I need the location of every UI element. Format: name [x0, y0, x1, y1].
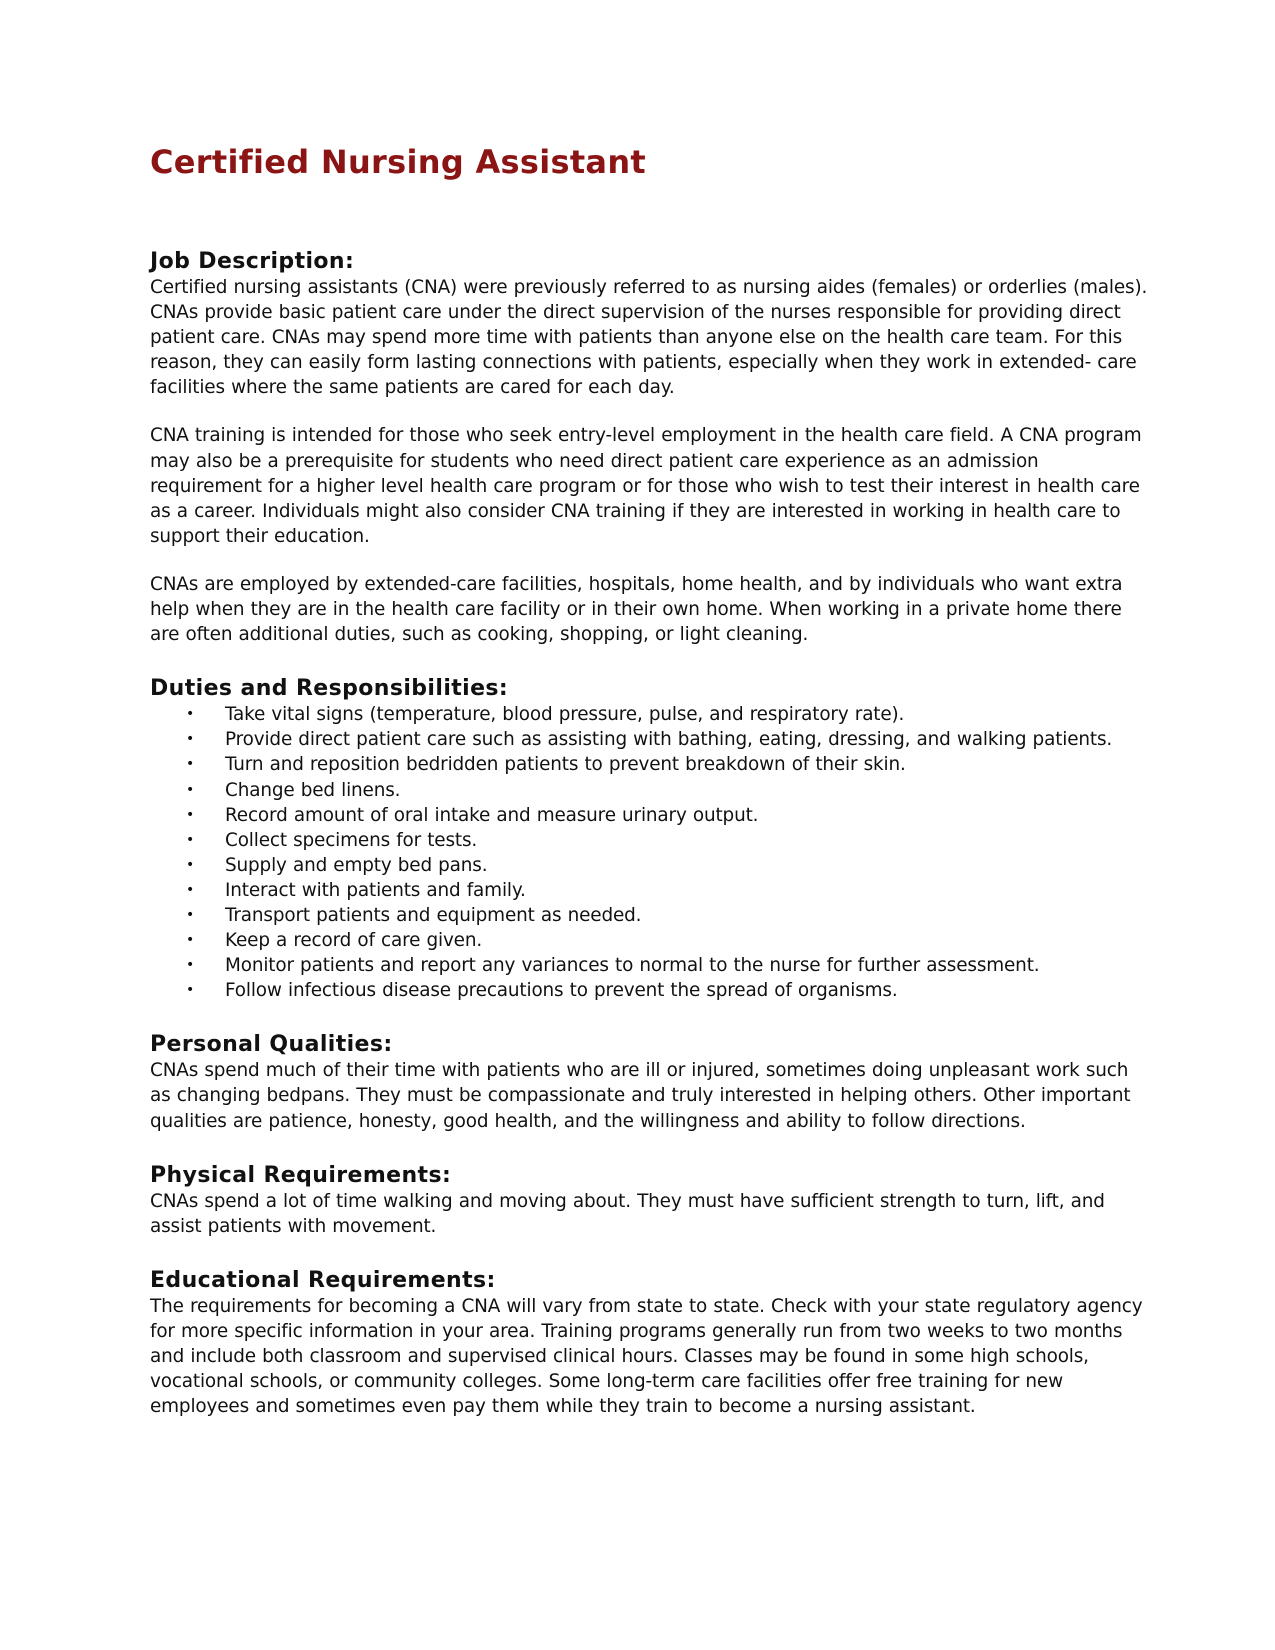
duty-item — [150, 752, 1150, 777]
duty-text: Supply and empty bed pans. — [225, 854, 488, 876]
duty-text: Keep a record of care given. — [225, 930, 483, 952]
duty-item — [150, 878, 1150, 903]
duty-item — [150, 778, 1150, 803]
job-description-heading: Job Description: — [150, 249, 355, 274]
duty-item — [150, 853, 1150, 878]
personal-qualities-paragraph: CNAs spend much of their time with patients who are ill or injured, sometimes doing unpleasant work such as changing bedpans. They must be compassionate and truly interested in helping others. Other important qualities are patience, honesty, good health, and the willingness and ability to follow directions. — [150, 1060, 1131, 1132]
duty-text: Transport patients and equipment as needed. — [225, 904, 642, 926]
educational-requirements-paragraph: The requirements for becoming a CNA will vary from state to state. Check with your state regulatory agency for more specific information in your area. Training programs generally run from two weeks to two months and include both classroom and supervised clinical hours. Classes may be found in some high schools, vocational schools, or community colleges. Some long-term care facilities offer free training for new employees and sometimes even pay them while they train to become a nursing assistant. — [150, 1295, 1143, 1418]
bullet-icon: • — [186, 831, 195, 848]
physical-requirements-paragraph: CNAs spend a lot of time walking and moving about. They must have sufficient strength to turn, lift, and assist patients with movement. — [150, 1190, 1105, 1237]
bullet-icon: • — [186, 781, 195, 798]
duties-heading: Duties and Responsibilities: — [150, 676, 509, 702]
duty-item — [150, 903, 1150, 928]
bullet-icon: • — [186, 856, 195, 873]
duty-text: Provide direct patient care such as assisting with bathing, eating, dressing, and walking patients. — [225, 729, 1113, 751]
duty-item — [150, 803, 1150, 828]
bullet-icon: • — [186, 906, 195, 923]
job-description-paragraph: Certified nursing assistants (CNA) were previously referred to as nursing aides (females) or orderlies (males). CNAs provide basic patient care under the direct supervision of the nurses responsible for providing direct patient care. CNAs may spend more time with patients than anyone else on the health care team. For this reason, they can easily form lasting connections with patients, especially when they work in extended- care facilities where the same patients are cared for each day. — [150, 277, 1148, 399]
physical-requirements-heading: Physical Requirements: — [150, 1162, 452, 1188]
duty-item — [150, 928, 1150, 953]
duty-text: Collect specimens for tests. — [225, 829, 478, 851]
document-title: Certified Nursing Assistant — [150, 143, 647, 181]
duty-text: Follow infectious disease precautions to prevent the spread of organisms. — [225, 980, 898, 1002]
bullet-icon: • — [186, 706, 195, 723]
duty-text: Monitor patients and report any variances to normal to the nurse for further assessment. — [225, 955, 1040, 977]
bullet-icon: • — [186, 932, 195, 949]
job-description-paragraph: CNAs are employed by extended-care facilities, hospitals, home health, and by individuals who want extra help when they are in the health care facility or in their own home. When working in a private home there are often additional duties, such as cooking, shopping, or light cleaning. — [150, 573, 1123, 646]
bullet-icon: • — [186, 982, 195, 999]
duty-text: Change bed linens. — [225, 779, 401, 801]
duties-list — [150, 702, 1150, 1003]
bullet-icon: • — [186, 731, 195, 748]
job-description-paragraph: CNA training is intended for those who seek entry-level employment in the health care field. A CNA program may also be a prerequisite for students who need direct patient care experience as an admission requirement for a higher level health care program or for those who wish to test their interest in health care as a career. Individuals might also consider CNA training if they are interested in working in health care to support their education. — [150, 425, 1142, 547]
bullet-icon: • — [186, 756, 195, 773]
duty-item — [150, 702, 1150, 727]
duty-text: Turn and reposition bedridden patients to prevent breakdown of their skin. — [225, 754, 906, 776]
personal-qualities-heading: Personal Qualities: — [150, 1032, 393, 1058]
duty-text: Take vital signs (temperature, blood pressure, pulse, and respiratory rate). — [225, 704, 905, 726]
duty-text: Interact with patients and family. — [225, 879, 526, 901]
bullet-icon: • — [186, 881, 195, 898]
duty-text: Record amount of oral intake and measure urinary output. — [225, 804, 759, 826]
bullet-icon: • — [186, 957, 195, 974]
duty-item — [150, 953, 1150, 978]
duty-item — [150, 978, 1150, 1003]
document-page — [150, 142, 1150, 1419]
duty-item — [150, 727, 1150, 752]
duty-item — [150, 828, 1150, 853]
bullet-icon: • — [186, 806, 195, 823]
educational-requirements-heading: Educational Requirements: — [150, 1267, 496, 1293]
